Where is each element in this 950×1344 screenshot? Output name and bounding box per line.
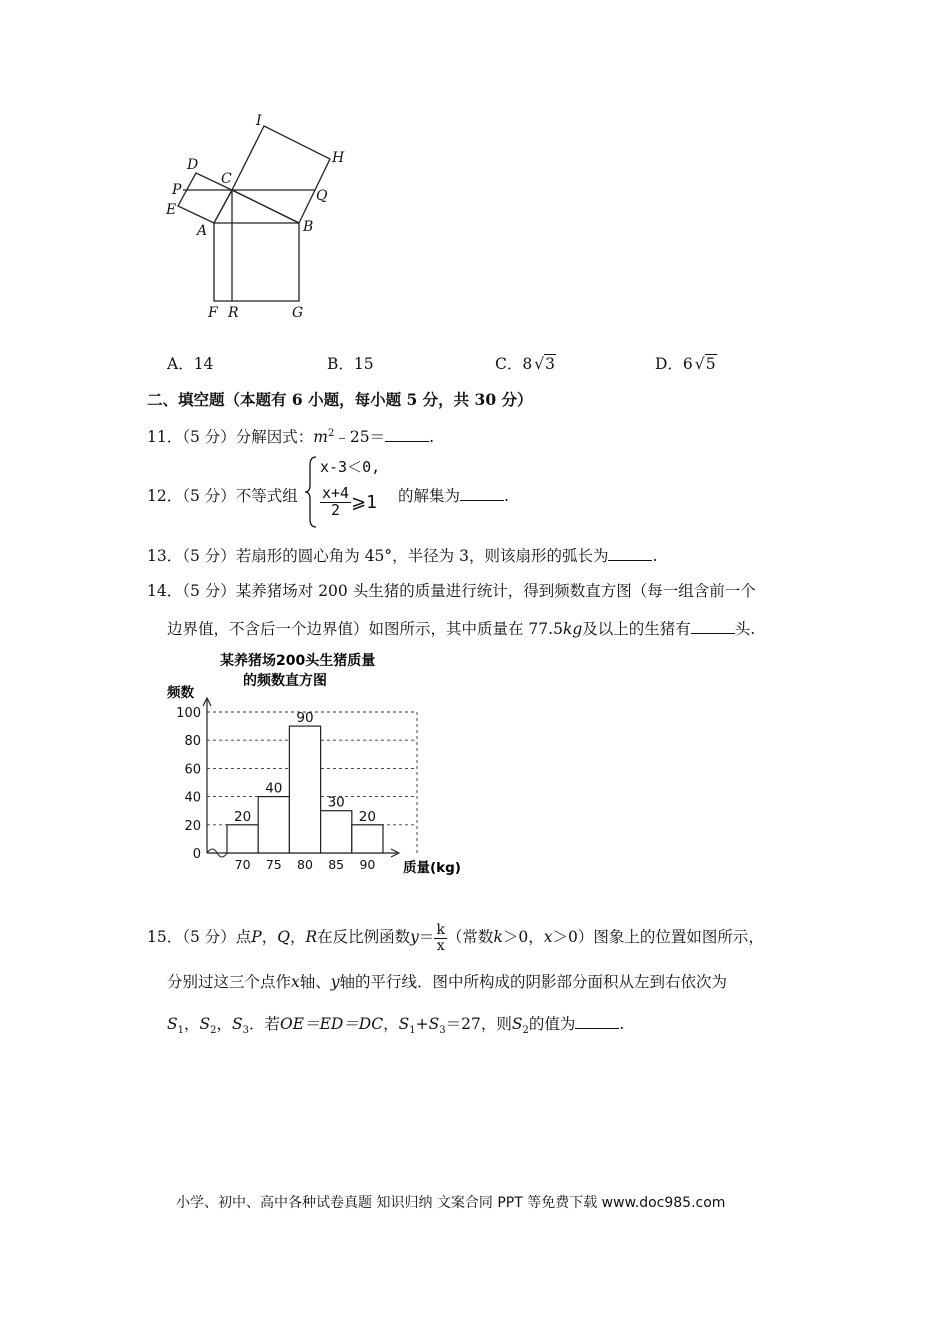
q11-var: m xyxy=(313,428,328,446)
option-d[interactable] xyxy=(655,352,717,374)
question-15-line1 xyxy=(147,923,764,953)
option-c-sqrt: √3 xyxy=(534,355,555,373)
q12-frac-num: x+4 xyxy=(322,484,350,502)
q12-answer-blank[interactable] xyxy=(460,485,504,502)
q15-s1b: S xyxy=(398,1015,410,1033)
q15-sep1: ， xyxy=(261,928,278,947)
q15-s3b-sub: 3 xyxy=(439,1025,446,1037)
question-13 xyxy=(147,544,657,566)
histogram-bar xyxy=(352,825,383,853)
q12-post xyxy=(398,484,509,506)
q12-frac-den: 2 xyxy=(331,500,341,519)
label-c: C xyxy=(221,171,232,187)
q15-s1b-sub: 1 xyxy=(409,1025,416,1037)
histogram-bar xyxy=(321,811,352,853)
q15-s2-sub: 2 xyxy=(210,1025,217,1037)
option-c-prefix: C．8 xyxy=(495,355,533,373)
bar-data-label: 20 xyxy=(358,808,376,825)
q14-end: 头. xyxy=(734,620,756,638)
y-tick-label: 40 xyxy=(184,790,201,806)
q15-sep2: ， xyxy=(289,928,306,947)
square-cbhi xyxy=(232,126,330,223)
chart-title-line1: 某养猪场200头生猪质量 xyxy=(220,653,376,669)
histogram-bar xyxy=(289,726,320,853)
x-tick-label: 75 xyxy=(265,857,282,872)
bar-data-label: 90 xyxy=(296,710,314,727)
q11-end: . xyxy=(429,428,435,446)
histogram-bar xyxy=(227,825,258,853)
q11-number: 11． xyxy=(147,428,183,446)
x-tick-label: 90 xyxy=(359,857,376,872)
x-tick-label: 80 xyxy=(297,857,313,872)
question-15-line2 xyxy=(167,970,727,992)
q15-frac-num: k xyxy=(436,922,445,938)
q15-oe-ed-dc: OE＝ED＝DC xyxy=(280,1015,384,1033)
q15-s1-sub: 1 xyxy=(177,1025,184,1037)
q12-ineq1: x-3＜0, xyxy=(320,458,381,476)
q15-c1: ， xyxy=(184,1015,200,1033)
chart-title-line2: 的频数直方图 xyxy=(243,673,327,689)
q15-t1e: ＞0）图象上的位置如图所示， xyxy=(552,928,764,947)
q15-end: . xyxy=(619,1015,625,1033)
y-tick-label: 60 xyxy=(184,762,201,778)
label-r: R xyxy=(228,305,239,321)
option-d-prefix: D．6 xyxy=(655,355,693,373)
q15-s2: S xyxy=(199,1015,211,1033)
option-a[interactable]: A．14 xyxy=(167,355,214,373)
option-b[interactable]: B．15 xyxy=(327,355,374,373)
q12-end: . xyxy=(504,487,509,505)
q15-fraction xyxy=(434,923,446,953)
q12-ineq2 xyxy=(320,486,377,519)
bar-data-label: 20 xyxy=(234,808,252,825)
q13-text: （5 分）若扇形的圆心角为 45°，半径为 3，则该扇形的弧长为 xyxy=(182,547,609,565)
label-a: A xyxy=(197,223,208,239)
label-e: E xyxy=(166,202,177,218)
q15-q: Q xyxy=(277,928,290,947)
q15-y: y xyxy=(410,928,419,947)
y-tick-label: 0 xyxy=(192,847,201,862)
q12-fraction xyxy=(320,486,351,519)
histogram-bar xyxy=(258,797,289,853)
q11-post: ﹣25＝ xyxy=(334,428,386,446)
q12-text: （5 分）不等式组 xyxy=(182,487,298,505)
histogram-chart xyxy=(165,648,475,880)
q12-rel: ⩾1 xyxy=(351,491,378,513)
q14-text2b: 及以上的生猪有 xyxy=(582,620,691,638)
q15-number: 15． xyxy=(147,928,183,947)
chart-bars xyxy=(227,710,383,853)
square-abgf xyxy=(214,223,299,301)
label-i: I xyxy=(256,113,262,129)
q13-number: 13． xyxy=(147,547,183,565)
label-b: B xyxy=(303,219,314,235)
q15-t2c: 轴的平行线．图中所构成的阴影部分面积从左到右依次为 xyxy=(339,973,728,991)
y-tick-label: 20 xyxy=(184,818,201,834)
q15-c2: ， xyxy=(216,1015,233,1033)
question-14-line1 xyxy=(147,579,756,601)
question-14-line2 xyxy=(167,617,755,639)
option-c[interactable] xyxy=(495,352,556,374)
bar-data-label: 30 xyxy=(327,794,345,811)
q15-t2b: 轴、 xyxy=(299,973,331,991)
q11-sup: 2 xyxy=(327,427,335,439)
q15-t2a: 分别过这三个点作 xyxy=(167,973,292,991)
q15-c3: ， xyxy=(383,1015,399,1033)
q14-number: 14． xyxy=(147,582,183,600)
q15-k: k xyxy=(493,928,503,947)
q15-t3b: ＝27，则 xyxy=(445,1015,512,1033)
q14-kg: kg xyxy=(562,620,583,638)
q15-t3c: 的值为 xyxy=(528,1015,576,1033)
q15-s3: S xyxy=(232,1015,243,1033)
q15-s1: S xyxy=(167,1015,178,1033)
q15-s3b: S xyxy=(428,1015,440,1033)
q12-post-text: 的解集为 xyxy=(398,487,461,505)
y-tick-label: 80 xyxy=(184,734,201,750)
q15-s2b: S xyxy=(511,1015,523,1033)
q14-answer-blank[interactable] xyxy=(691,618,735,635)
q15-t3a: ．若 xyxy=(249,1015,281,1033)
option-d-sqrt: √5 xyxy=(694,355,716,373)
q15-t1a: （5 分）点 xyxy=(182,928,252,947)
section-heading: 二、填空题（本题有 6 小题，每小题 5 分，共 30 分） xyxy=(147,390,533,409)
label-p: P xyxy=(172,182,182,198)
label-h: H xyxy=(332,150,345,166)
q12-number: 12． xyxy=(147,487,183,505)
q11-answer-blank[interactable] xyxy=(385,426,429,443)
label-f: F xyxy=(208,305,218,321)
x-tick-label: 85 xyxy=(328,857,345,872)
q15-s2b-sub: 2 xyxy=(522,1025,529,1037)
q15-p: P xyxy=(251,928,262,947)
label-g: G xyxy=(292,305,304,321)
q15-s3-sub: 3 xyxy=(242,1025,250,1037)
q12-brace xyxy=(304,455,318,529)
q11-text: （5 分）分解因式： xyxy=(182,428,314,446)
q13-end: . xyxy=(652,547,658,565)
q14-text2a: 边界值，不含后一个边界值）如图所示，其中质量在 77.5 xyxy=(167,620,563,638)
question-12 xyxy=(147,484,298,506)
bar-data-label: 40 xyxy=(265,780,283,797)
q15-t1c: （常数 xyxy=(446,928,494,947)
y-axis-label: 频数 xyxy=(167,685,194,701)
page-footer: 小学、初中、高中各种试卷真题 知识归纳 文案合同 PPT 等免费下载 www.doc985.com xyxy=(176,1195,726,1211)
x-tick-label: 70 xyxy=(234,857,251,872)
q15-frac-den: x xyxy=(436,937,445,954)
q15-l2x: x xyxy=(291,973,300,991)
label-q: Q xyxy=(316,188,328,204)
y-tick-label: 100 xyxy=(176,706,201,721)
q15-answer-blank[interactable] xyxy=(575,1013,619,1030)
q15-plus: + xyxy=(415,1015,429,1033)
q15-r: R xyxy=(305,928,318,947)
geometry-figure xyxy=(160,110,360,325)
q13-answer-blank[interactable] xyxy=(608,545,652,562)
q15-x: x xyxy=(543,928,553,947)
q15-eq: ＝ xyxy=(418,928,435,947)
label-d: D xyxy=(187,157,199,173)
q15-l2y: y xyxy=(330,973,340,991)
q15-t1b: 在反比例函数 xyxy=(317,928,411,947)
x-axis-label: 质量(kg) xyxy=(403,860,461,876)
question-15-line3 xyxy=(167,1012,624,1036)
q15-t1d: ＞0， xyxy=(502,928,544,947)
question-11 xyxy=(147,425,434,447)
q14-text1: （5 分）某养猪场对 200 头生猪的质量进行统计，得到频数直方图（每一组含前一个 xyxy=(182,582,756,600)
